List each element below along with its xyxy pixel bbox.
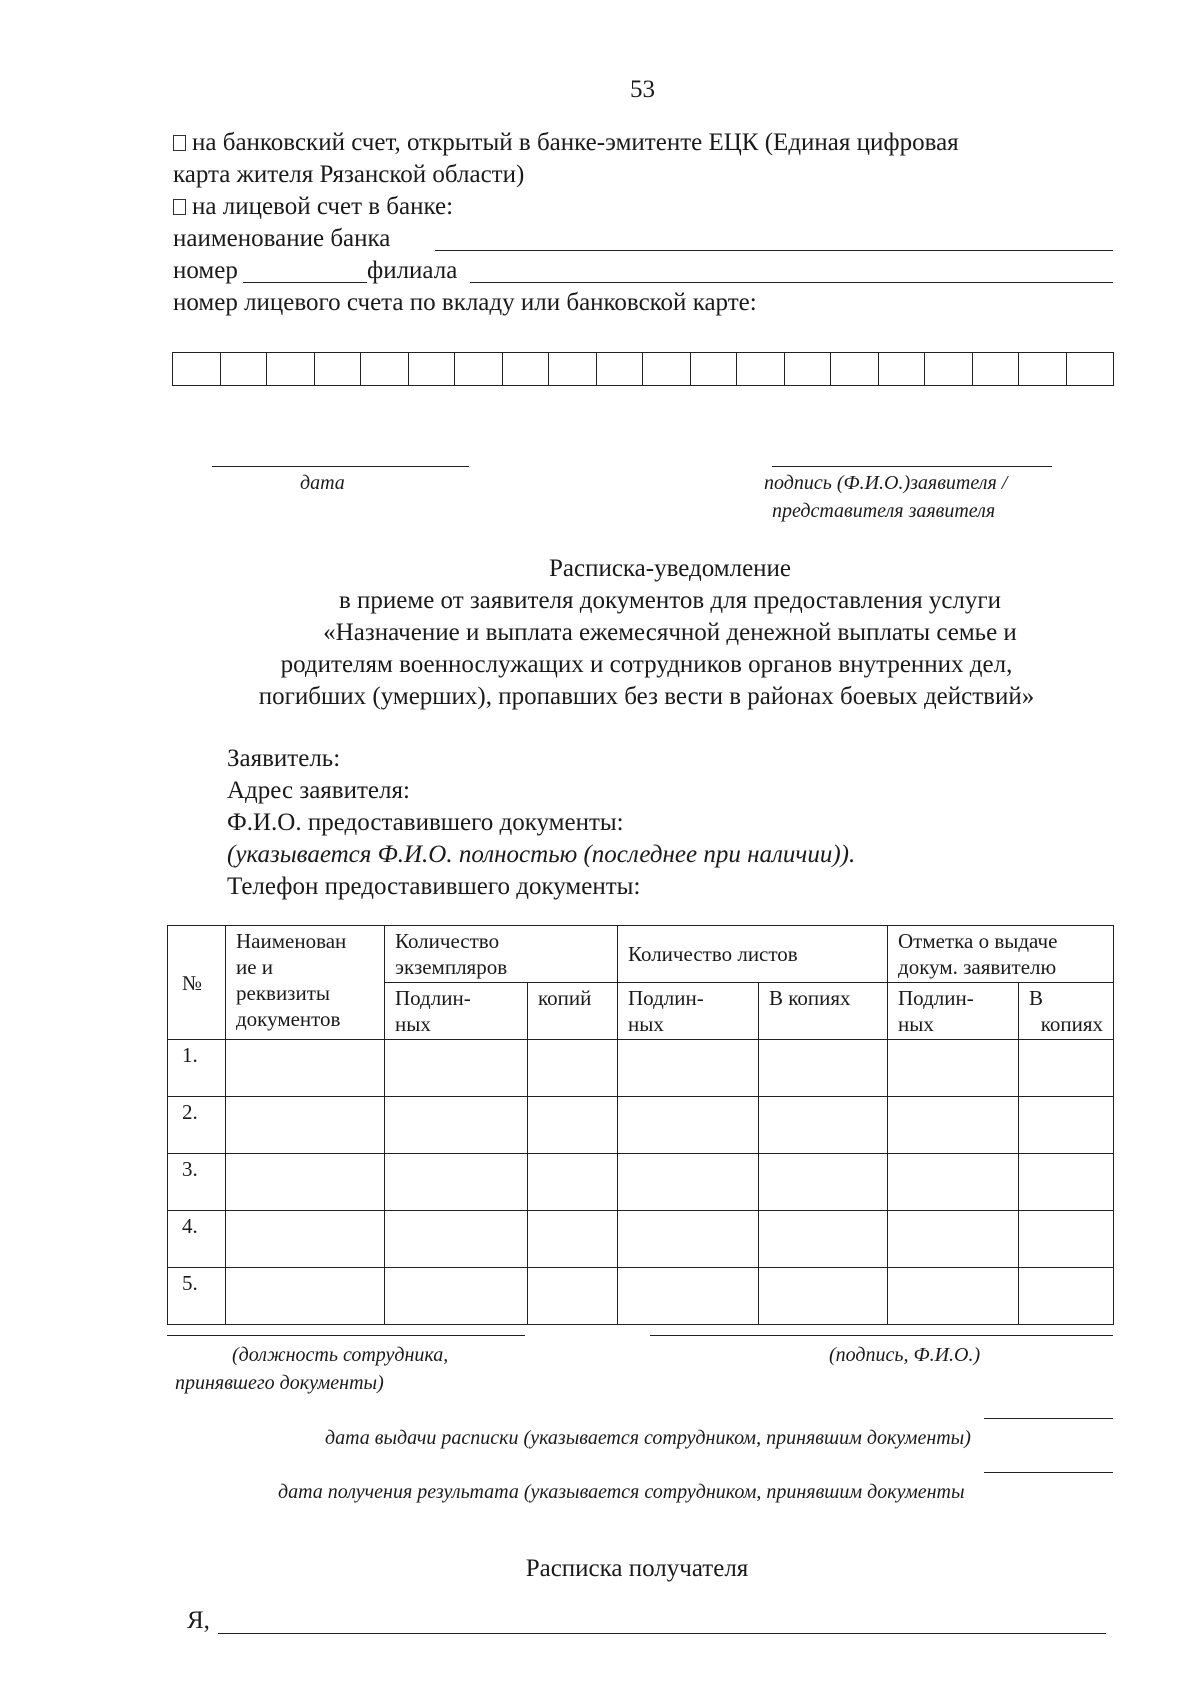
- digit-cell[interactable]: [737, 353, 785, 385]
- digit-cell[interactable]: [221, 353, 267, 385]
- digit-cell[interactable]: [973, 353, 1019, 385]
- table-cell[interactable]: [528, 1154, 618, 1211]
- table-cell[interactable]: [888, 1154, 1019, 1211]
- col-name-line-4: документов: [236, 1007, 341, 1031]
- table-cell[interactable]: [1019, 1211, 1114, 1268]
- sub-orig-line-2: ных: [395, 1012, 431, 1036]
- digit-cell[interactable]: [409, 353, 455, 385]
- sub-orig-line-1: Подлин-: [898, 986, 974, 1010]
- account-number-cells[interactable]: [172, 352, 1114, 386]
- bank-name-label: наименование банка: [173, 225, 391, 252]
- sub-copies-header: копий: [528, 983, 618, 1040]
- sub-orig-line-1: Подлин-: [395, 986, 471, 1010]
- col-sheets-header: Количество листов: [618, 926, 888, 983]
- employee-position-caption-2: принявшего документы): [175, 1372, 384, 1394]
- employee-position-caption-1: (должность сотрудника,: [232, 1344, 449, 1366]
- signature-line[interactable]: [772, 466, 1052, 467]
- issue-date-line[interactable]: [984, 1418, 1113, 1419]
- employee-signature-line[interactable]: [650, 1335, 1113, 1336]
- submitter-note: (указывается Ф.И.О. полностью (последнее при наличии)).: [227, 841, 856, 868]
- account-label: номер лицевого счета по вкладу или банковской карте:: [173, 289, 757, 316]
- receipt-subtitle-4: погибших (умерших), пропавших без вести в районах боевых действий»: [258, 683, 1035, 710]
- option-account-label: на лицевой счет в банке:: [192, 193, 454, 220]
- branch-field[interactable]: [470, 282, 1113, 283]
- digit-cell[interactable]: [643, 353, 691, 385]
- option-card-cont: карта жителя Рязанской области): [173, 161, 525, 188]
- receipt-subtitle-3: родителям военнослужащих и сотрудников органов внутренних дел,: [280, 651, 1013, 678]
- recipient-name-line[interactable]: [218, 1633, 1106, 1634]
- sub-originals-header: [385, 983, 528, 1040]
- col-mark-line-2: докум. заявителю: [898, 955, 1057, 979]
- date-line[interactable]: [212, 466, 469, 467]
- table-cell[interactable]: [385, 1097, 528, 1154]
- table-row: [168, 1211, 1114, 1268]
- table-cell[interactable]: [759, 1040, 888, 1097]
- table-cell[interactable]: [1019, 1268, 1114, 1325]
- table-cell[interactable]: [1019, 1040, 1114, 1097]
- table-cell[interactable]: [385, 1211, 528, 1268]
- col-mark-line-1: Отметка о выдаче: [898, 929, 1058, 953]
- option-card-label: на банковский счет, открытый в банке-эмитенте ЕЦК (Единая цифровая: [192, 129, 959, 156]
- table-cell[interactable]: [618, 1154, 759, 1211]
- digit-cell[interactable]: [831, 353, 879, 385]
- sub-orig-line-2: ных: [898, 1012, 934, 1036]
- row-number: 5.: [168, 1268, 226, 1325]
- option-card[interactable]: [173, 127, 959, 159]
- table-cell[interactable]: [385, 1040, 528, 1097]
- digit-cell[interactable]: [361, 353, 409, 385]
- table-cell[interactable]: [618, 1040, 759, 1097]
- table-cell[interactable]: [226, 1154, 385, 1211]
- table-cell[interactable]: [385, 1154, 528, 1211]
- employee-signature-caption: (подпись, Ф.И.О.): [829, 1344, 981, 1366]
- digit-cell[interactable]: [549, 353, 597, 385]
- table-cell[interactable]: [528, 1097, 618, 1154]
- sub-sheets-originals-header: [618, 983, 759, 1040]
- sub-mark-copies-header: [1019, 983, 1114, 1040]
- table-cell[interactable]: [1019, 1154, 1114, 1211]
- date-caption: дата: [300, 472, 345, 494]
- table-cell[interactable]: [385, 1268, 528, 1325]
- table-cell[interactable]: [226, 1268, 385, 1325]
- table-cell[interactable]: [226, 1097, 385, 1154]
- row-number: 3.: [168, 1154, 226, 1211]
- branch-label: филиала: [367, 257, 458, 284]
- table-cell[interactable]: [226, 1040, 385, 1097]
- table-cell[interactable]: [226, 1211, 385, 1268]
- signature-caption-1: подпись (Ф.И.О.)заявителя /: [764, 472, 1008, 494]
- digit-cell[interactable]: [315, 353, 361, 385]
- recipient-title: Расписка получателя: [525, 1555, 749, 1582]
- option-account[interactable]: [173, 191, 453, 223]
- table-cell[interactable]: [618, 1211, 759, 1268]
- digit-cell[interactable]: [597, 353, 643, 385]
- table-row: [168, 1097, 1114, 1154]
- table-cell[interactable]: [528, 1040, 618, 1097]
- digit-cell[interactable]: [925, 353, 973, 385]
- table-cell[interactable]: [618, 1268, 759, 1325]
- table-row: [168, 1040, 1114, 1097]
- col-name-line-1: Наименован: [236, 929, 347, 953]
- receipt-subtitle-1: в приеме от заявителя документов для предоставления услуги: [338, 587, 1002, 614]
- submitter-label: Ф.И.О. предоставившего документы:: [227, 809, 624, 836]
- address-label: Адрес заявителя:: [227, 777, 410, 804]
- col-copies-header: [385, 926, 618, 983]
- sub-orig-line-2: ных: [628, 1012, 664, 1036]
- table-cell[interactable]: [528, 1211, 618, 1268]
- sub-orig-line-1: Подлин-: [628, 986, 704, 1010]
- issue-date-caption: дата выдачи расписки (указывается сотрудником, принявшим документы): [325, 1427, 971, 1449]
- digit-cell[interactable]: [173, 353, 221, 385]
- table-cell[interactable]: [888, 1268, 1019, 1325]
- table-cell[interactable]: [1019, 1097, 1114, 1154]
- number-field[interactable]: [243, 282, 367, 283]
- table-cell[interactable]: [888, 1211, 1019, 1268]
- bank-name-field[interactable]: [435, 250, 1113, 251]
- result-date-caption: дата получения результата (указывается сотрудником, принявшим документы: [278, 1481, 965, 1503]
- checkbox-card[interactable]: [173, 135, 186, 151]
- result-date-line[interactable]: [984, 1472, 1113, 1473]
- digit-cell[interactable]: [267, 353, 315, 385]
- sub-mark-originals-header: [888, 983, 1019, 1040]
- col-number-header: №: [168, 926, 226, 1040]
- col-name-line-3: реквизиты: [236, 981, 330, 1005]
- employee-position-line[interactable]: [167, 1335, 525, 1336]
- col-copies-line-1: Количество: [395, 929, 500, 953]
- recipient-i-label: Я,: [187, 1607, 210, 1634]
- digit-cell[interactable]: [1067, 353, 1113, 385]
- signature-caption-2: представителя заявителя: [772, 500, 996, 522]
- col-copies-line-2: экземпляров: [395, 955, 508, 979]
- receipt-subtitle-2: «Назначение и выплата ежемесячной денежной выплаты семье и: [323, 619, 1017, 646]
- sub-v-line: В: [1029, 986, 1044, 1010]
- col-mark-header: [888, 926, 1114, 983]
- digit-cell[interactable]: [785, 353, 831, 385]
- sub-sheets-copies-header: В копиях: [759, 983, 888, 1040]
- table-cell[interactable]: [759, 1097, 888, 1154]
- digit-cell[interactable]: [879, 353, 925, 385]
- table-cell[interactable]: [888, 1040, 1019, 1097]
- phone-label: Телефон предоставившего документы:: [227, 873, 641, 900]
- applicant-label: Заявитель:: [227, 745, 341, 772]
- sub-kopiyah-line: копиях: [1040, 1012, 1104, 1036]
- row-number: 1.: [168, 1040, 226, 1097]
- table-cell[interactable]: [759, 1268, 888, 1325]
- table-row: [168, 1154, 1114, 1211]
- number-label: номер: [173, 257, 238, 284]
- receipt-title: Расписка-уведомление: [548, 555, 792, 582]
- table-header-row: [168, 926, 1114, 983]
- documents-table: [167, 925, 1114, 1325]
- col-name-line-2: ие и: [236, 955, 274, 979]
- row-number: 2.: [168, 1097, 226, 1154]
- table-row: [168, 1268, 1114, 1325]
- digit-cell[interactable]: [455, 353, 503, 385]
- table-cell[interactable]: [888, 1097, 1019, 1154]
- row-number: 4.: [168, 1211, 226, 1268]
- table-cell[interactable]: [759, 1211, 888, 1268]
- table-cell[interactable]: [618, 1097, 759, 1154]
- table-cell[interactable]: [528, 1268, 618, 1325]
- checkbox-account[interactable]: [173, 199, 186, 215]
- digit-cell[interactable]: [691, 353, 737, 385]
- page-number: 53: [630, 76, 655, 103]
- digit-cell[interactable]: [503, 353, 549, 385]
- col-name-header: [226, 926, 385, 1040]
- digit-cell[interactable]: [1019, 353, 1067, 385]
- table-cell[interactable]: [759, 1154, 888, 1211]
